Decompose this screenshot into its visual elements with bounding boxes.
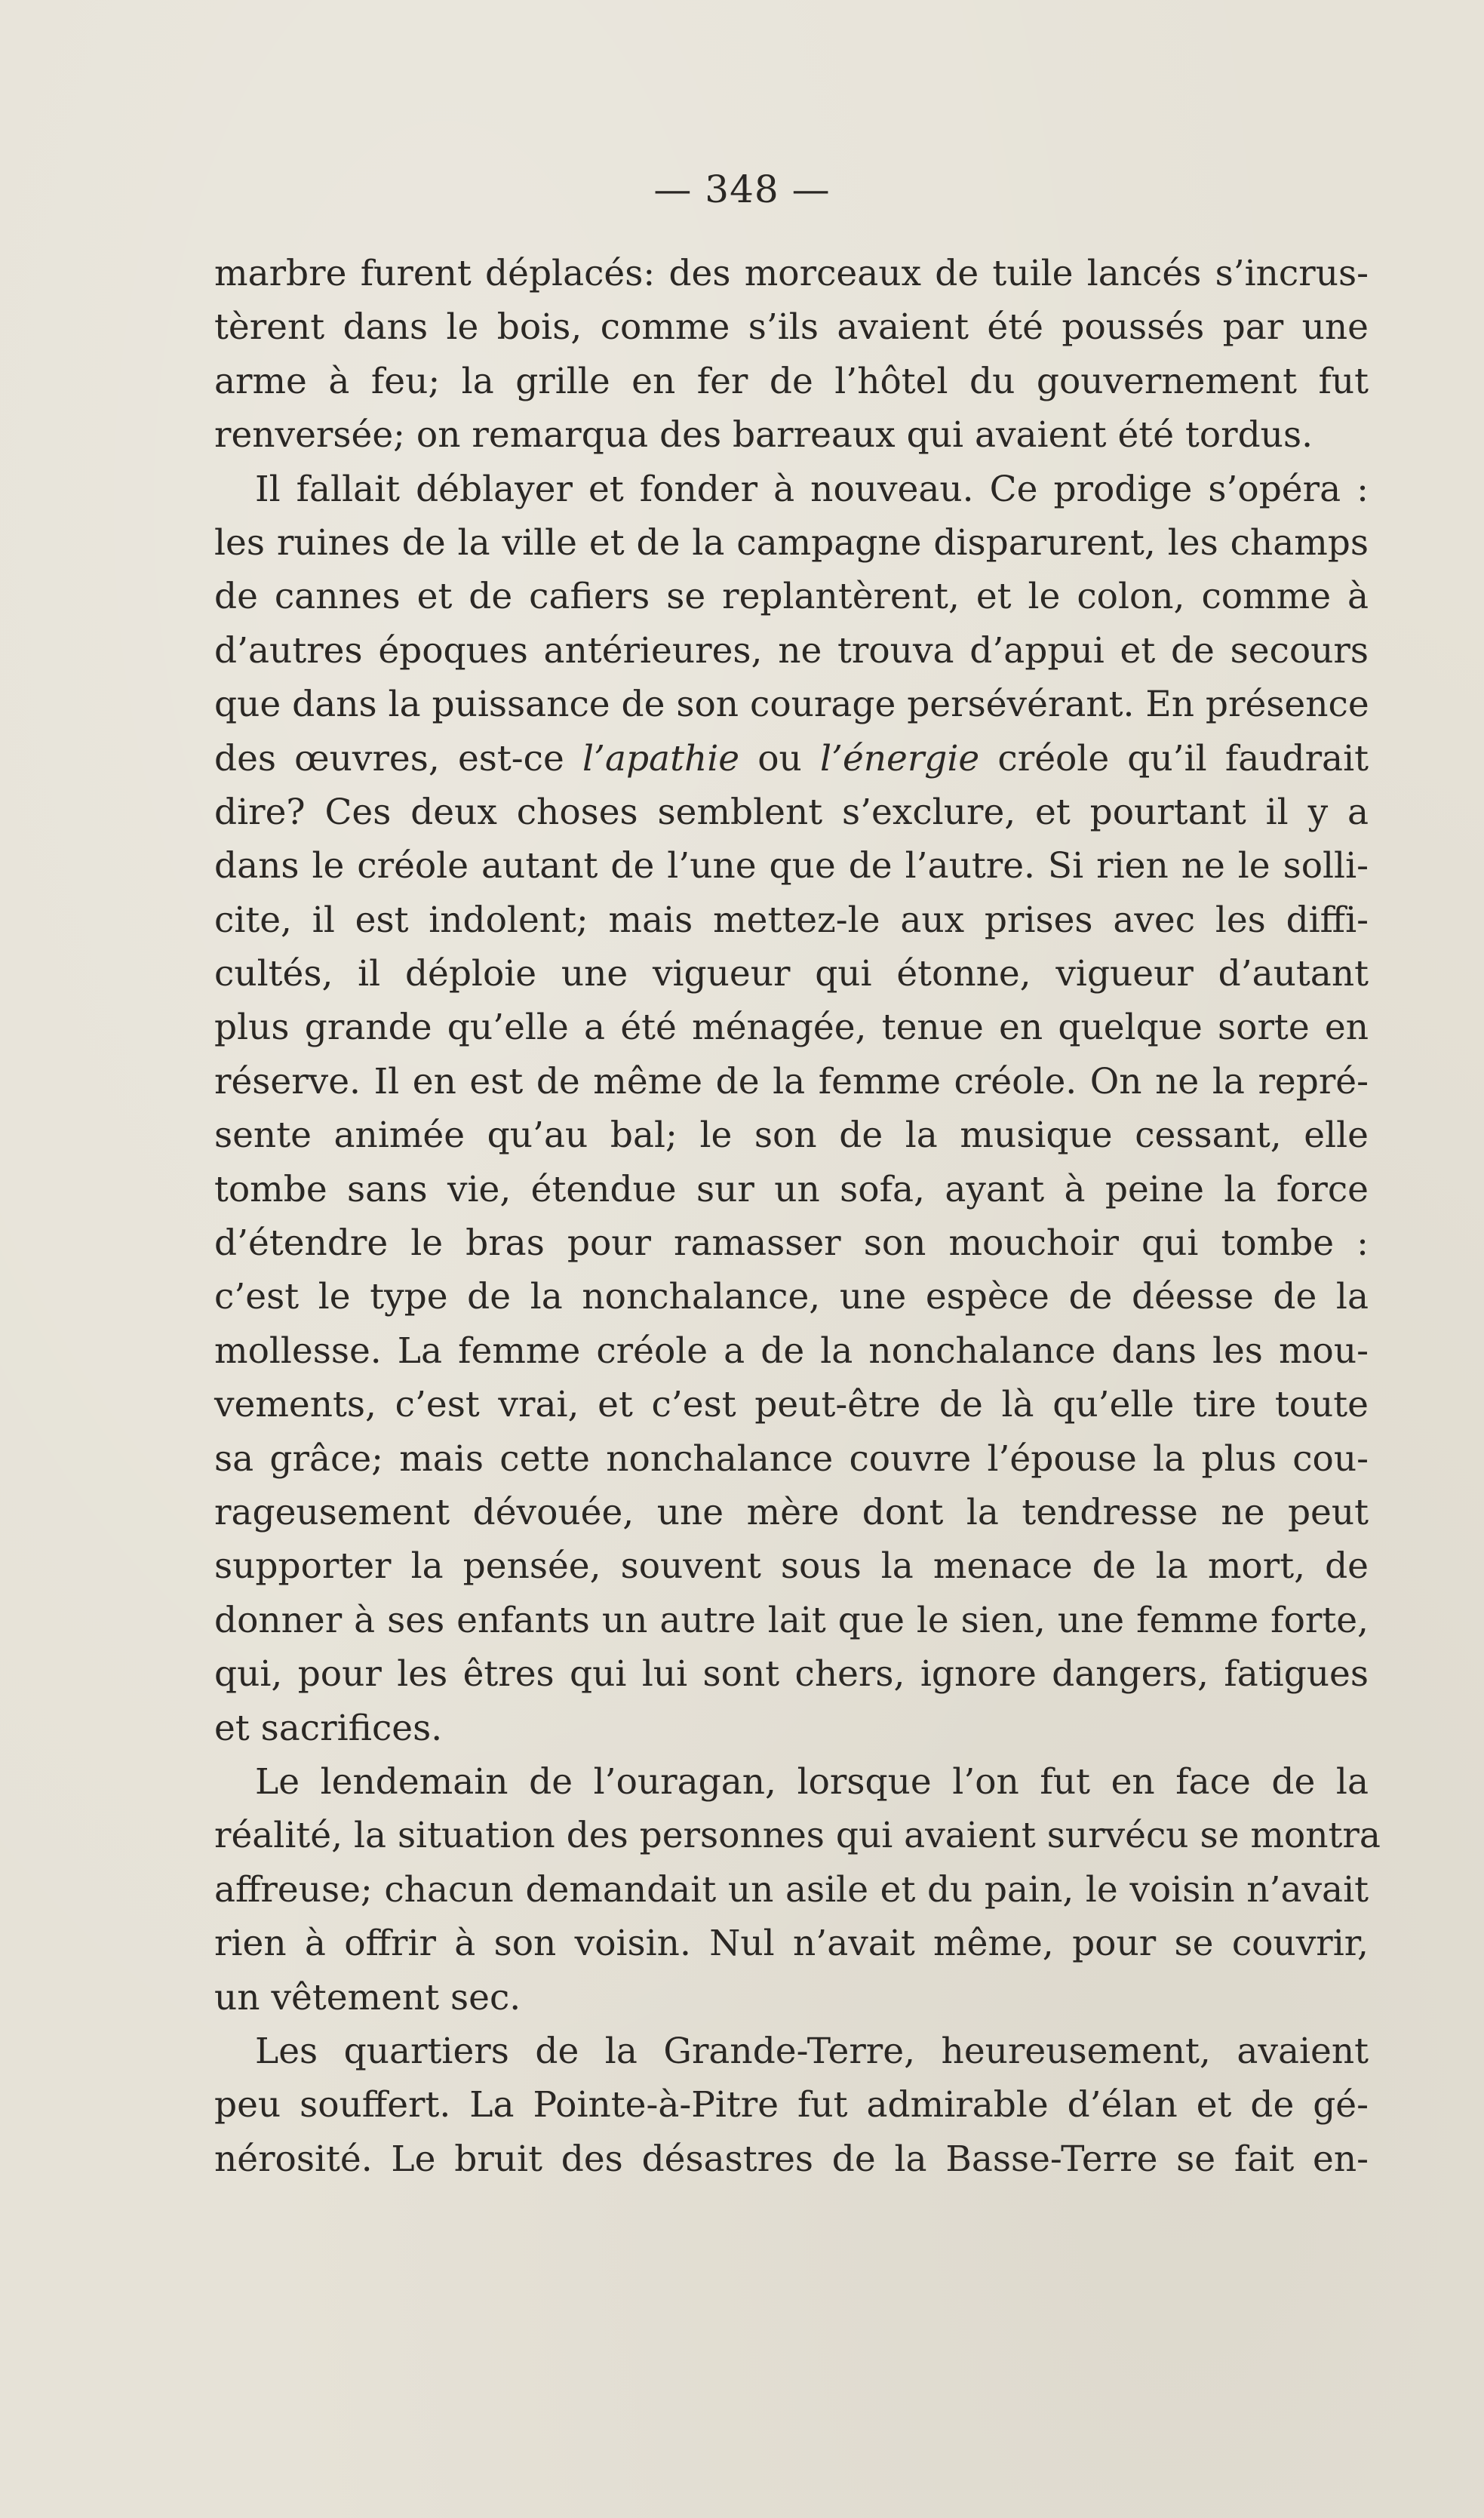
text-line: rien à offrir à son voisin. Nul n’avait même, pour se couvrir, (214, 1923, 1369, 1965)
paragraph (214, 2025, 1369, 2186)
page-number: — 348 — (653, 168, 831, 211)
text-line: plus grande qu’elle a été ménagée, tenue en quelque sorte en (214, 1007, 1369, 1049)
text-line: et sacrifices. (214, 1707, 443, 1749)
text-line: affreuse; chacun demandait un asile et du pain, le voisin n’avait (214, 1868, 1369, 1911)
text-line: donner à ses enfants un autre lait que le sien, une femme forte, (214, 1599, 1369, 1641)
body-text (214, 247, 1381, 2186)
text-line: d’étendre le bras pour ramasser son mouchoir qui tombe : (214, 1222, 1369, 1265)
text-line: qui, pour les êtres qui lui sont chers, ignore dangers, fatigues (214, 1653, 1369, 1696)
text-line: un vêtement sec. (214, 1976, 521, 2018)
text-line: supporter la pensée, souvent sous la menace de la mort, de (214, 1545, 1369, 1588)
text-line: sente animée qu’au bal; le son de la musique cessant, elle (214, 1114, 1369, 1157)
text-line: Les quartiers de la Grande-Terre, heureusement, avaient (255, 2030, 1369, 2072)
text-line: réserve. Il en est de même de la femme créole. On ne la repré- (214, 1060, 1369, 1102)
text-line: de cannes et de cafiers se replantèrent, et le colon, comme à (214, 576, 1369, 618)
text-line: Il fallait déblayer et fonder à nouveau. Ce prodige s’opéra : (255, 468, 1369, 510)
text-line: des œuvres, est-ce l’apathie ou l’énergie créole qu’il faudrait (214, 737, 1369, 779)
text-line: tombe sans vie, étendue sur un sofa, ayant à peine la force (214, 1168, 1369, 1210)
text-line: réalité, la situation des personnes qui avaient survécu se montra (214, 1815, 1381, 1857)
text-line: sa grâce; mais cette nonchalance couvre l’épouse la plus cou- (214, 1437, 1369, 1480)
text-line: dire? Ces deux choses semblent s’exclure, et pourtant il y a (214, 791, 1369, 833)
text-line: peu souffert. La Pointe-à-Pitre fut admirable d’élan et de gé- (214, 2084, 1369, 2126)
text-line: rageusement dévouée, une mère dont la tendresse ne peut (214, 1491, 1369, 1533)
text-line: vements, c’est vrai, et c’est peut-être de là qu’elle tire toute (214, 1384, 1369, 1426)
text-line: dans le créole autant de l’une que de l’autre. Si rien ne le solli- (214, 845, 1369, 887)
italic-term: l’énergie (819, 737, 980, 779)
paragraph (214, 247, 1369, 463)
text-line: mollesse. La femme créole a de la nonchalance dans les mou- (214, 1330, 1369, 1372)
text-line: nérosité. Le bruit des désastres de la Basse-Terre se fait en- (214, 2138, 1369, 2180)
paragraph (214, 1755, 1381, 2025)
text-line: tèrent dans le bois, comme s’ils avaient été poussés par une (214, 306, 1369, 349)
text-line: cultés, il déploie une vigueur qui étonne, vigueur d’autant (214, 953, 1369, 995)
text-line: Le lendemain de l’ouragan, lorsque l’on fut en face de la (255, 1760, 1369, 1803)
text-line: renversée; on remarqua des barreaux qui avaient été tordus. (214, 414, 1313, 457)
text-line: marbre furent déplacés: des morceaux de tuile lancés s’incrus- (214, 253, 1369, 294)
text-line: d’autres époques antérieures, ne trouva d’appui et de secours (214, 629, 1369, 672)
text-line: c’est le type de la nonchalance, une espèce de déesse de la (214, 1276, 1369, 1318)
text-line: que dans la puissance de son courage persévérant. En présence (214, 684, 1369, 726)
text-line: les ruines de la ville et de la campagne disparurent, les champs (214, 521, 1369, 564)
italic-term: l’apathie (582, 737, 740, 779)
paragraph (214, 463, 1369, 1755)
text-line: arme à feu; la grille en fer de l’hôtel du gouvernement fut (214, 360, 1369, 402)
text-line: cite, il est indolent; mais mettez-le aux prises avec les diffi- (214, 899, 1369, 941)
